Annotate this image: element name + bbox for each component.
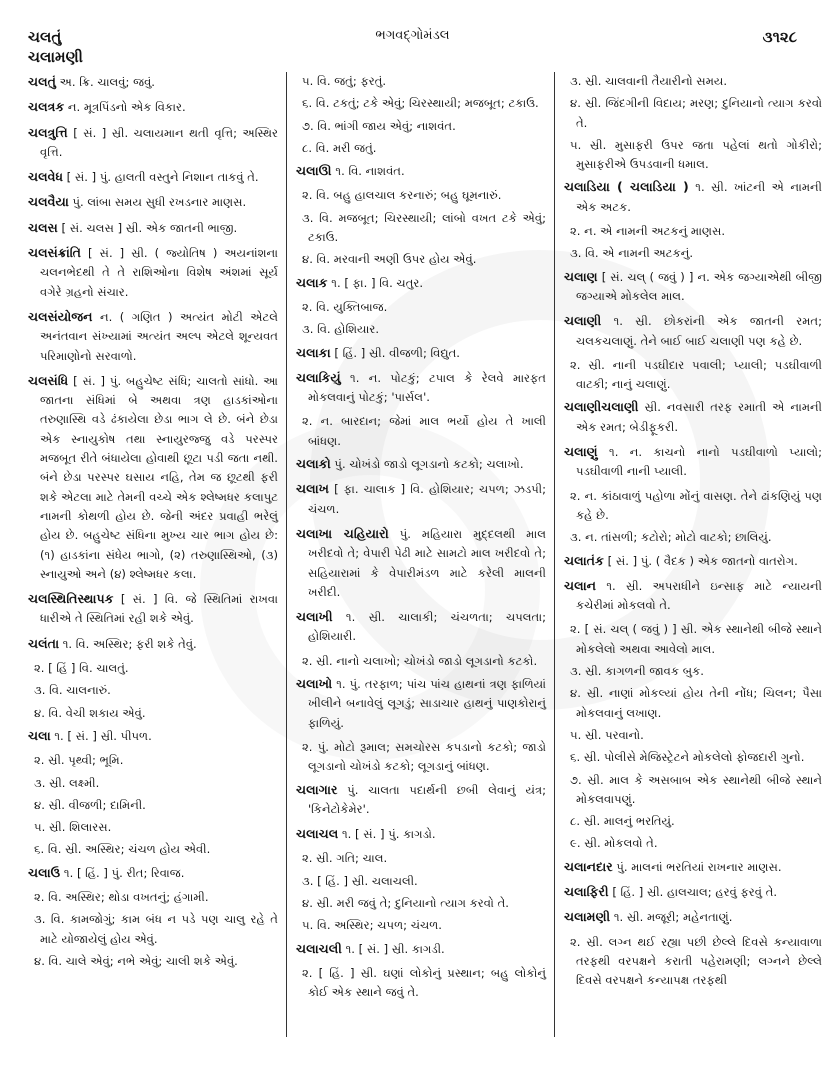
definition-text: ૯. સ્રી. મોકલવો તે. <box>570 836 658 851</box>
entry-sense <box>28 952 278 971</box>
entry-sense <box>564 528 822 547</box>
definition-text: ૫. સ્રી. મુસાફરી ઉપર જતા પહેલાં થતો ગોકીરો; મુસાફરીએ ઉપડવાની ધમાલ. <box>570 137 822 172</box>
entry-sense <box>296 894 546 913</box>
definition-text: [ ફા. ચાલાક ] વિ. હોશિયાર; ચપળ; ઝડપી; ચંચળ. <box>308 482 546 516</box>
entry-sense <box>296 916 546 935</box>
definition-text: ૨. સ્રી. નાની પડઘીદાર પવાલી; પ્યાલી; પડઘીવાળી વાટકી; નાનું ચલાણું. <box>570 357 822 392</box>
dictionary-entry <box>564 551 822 571</box>
definition-text: ૨. ન. એ નામની અટકનું માણસ. <box>570 224 726 239</box>
definition-text: ૪. સ્રી. નાણાં મોકલ્યાં હોય તેની નોંધ; ચિલન; પૈસા મોકલવાનું લખાણ. <box>570 686 822 720</box>
definition-text: ૨. સ્રી. પૃથ્વી; ભૂમિ. <box>34 753 124 768</box>
running-title: ભગવદ્ગોમંડલ <box>375 28 450 43</box>
definition-text: ૧. પું. તરફાળ; પાંચ પાંચ હાથનાં ત્રણ ફાળિયાં ખીલીને બનાવેલું લૂગડું; સાડાચાર હાથનું પાણકોરાનું ફાળિયું. <box>308 677 546 730</box>
headword: ચલાણી <box>564 313 602 329</box>
dictionary-entry <box>296 674 546 733</box>
definition-text: [ સં. ] સ્રી. ( જ્યોતિષ ) અયનાંશના ચલનભેદથી તે તે રાશિઓના વિશેષ અંશમાં સૂર્ય વગેરે ગ્રહનો સંચાર. <box>40 246 278 299</box>
definition-text: ૧. [ સં. ] પું. કાગડો. <box>338 827 436 842</box>
definition-text: ૧. સ્રી. ખાંટની એ નામની એક અટક. <box>576 180 822 214</box>
headword: ચલાણું <box>564 444 598 460</box>
definition-text: ૩. વિ. હોશિયાર. <box>302 322 380 337</box>
headword: ચલાતંક <box>564 552 604 568</box>
definition-text: [ સં. ] સ્રી. ચલાયમાન થતી વૃત્તિ; અસ્થિર વૃત્તિ. <box>40 125 278 159</box>
definition-text: ૭. સ્રી. માલ કે અસબાબ એક સ્થાનેથી બીજે સ્થાને મોકલવાપણું. <box>570 772 822 806</box>
headword: ચલસ <box>28 219 58 235</box>
entry-sense <box>564 771 822 810</box>
column-divider <box>286 72 287 1037</box>
dictionary-entry <box>564 907 822 927</box>
column-3 <box>564 72 822 993</box>
column-2 <box>296 72 546 1005</box>
definition-text: ૮. વિ. મરી જતું. <box>302 140 377 155</box>
dictionary-entry <box>296 607 546 647</box>
dictionary-entry <box>296 273 546 293</box>
definition-text: ૨. [ હિં. ] સ્રી. ઘણાં લોકોનું પ્રસ્થાન; બહુ લોકોનું કોઈ એક સ્થાને જવું તે. <box>302 965 546 1000</box>
headword: ચલંતા <box>28 635 60 651</box>
dictionary-entry <box>296 939 546 959</box>
definition-text: ૩. [ હિં. ] સ્રી. ચલાચલી. <box>302 873 418 888</box>
definition-text: ૨. ન. કાંઠાવાળું પહોળા મોંનું વાસણ. તેને ઢાંકણિયું પણ કહે છે. <box>570 488 822 522</box>
dictionary-entry <box>564 442 822 482</box>
definition-text: [ સં. ] પું. ( વૈદક ) એક જાતનો વાતરોગ. <box>603 553 798 568</box>
headword: ચલાફિરી <box>564 883 609 899</box>
definition-text: ૨. ન. બારદાન; જેમાં માલ ભર્યો હોય તે ખાલી બાંધણ. <box>302 414 546 448</box>
definition-text: ૪. સ્રી. મરી જવું તે; દુનિયાનો ત્યાગ કરવો તે. <box>302 895 509 910</box>
headword: ચલા <box>28 727 51 743</box>
entry-sense <box>564 222 822 241</box>
entry-sense <box>564 487 822 526</box>
dictionary-entry <box>28 218 278 238</box>
definition-text: ૩. સ્રી. લક્ષ્મી. <box>34 775 100 790</box>
dictionary-entry <box>564 397 822 437</box>
definition-text: પું. માલનાં ભરતિયાં રાખનાર માણસ. <box>612 859 782 874</box>
entry-sense <box>28 659 278 678</box>
entry-sense <box>296 849 546 868</box>
dictionary-entry <box>564 576 822 616</box>
headword: ચલાકિયું <box>296 369 341 385</box>
definition-text: ૧. ન. કાચનો નાનો પડઘીવાળો પ્યાલો; પડઘીવાળી નાની પ્યાલી. <box>576 445 822 479</box>
dictionary-entry <box>564 267 822 307</box>
definition-text: ૬. વિ. સ્રી. અસ્થિર; ચંચળ હોય એવી. <box>34 842 211 857</box>
definition-text: ૫. વિ. અસ્થિર; ચપળ; ચંચળ. <box>302 918 442 933</box>
dictionary-entry <box>296 161 546 181</box>
entry-sense <box>296 320 546 339</box>
headword: ચલસંયોજન <box>28 308 93 324</box>
entry-sense <box>28 910 278 949</box>
definition-text: [ સં. ચલ્ ( જવું ) ] ન. એક જગ્યાએથી બીજી જગ્યાએ મોકલેલ માલ. <box>576 269 822 303</box>
headword: ચલાનદાર <box>564 858 613 874</box>
definition-text: [ સં. ] પું. હાલતી વસ્તુને નિશાન તાકવું તે. <box>63 170 259 185</box>
definition-text: ૩. ન. તાંસળી; કટોરો; મોટો વાટકો; છાલિયું. <box>570 530 772 545</box>
entry-sense <box>564 684 822 723</box>
headword: ચલામણી <box>564 909 611 925</box>
entry-sense <box>296 209 546 248</box>
dictionary-entry <box>28 243 278 302</box>
entry-sense <box>564 812 822 831</box>
definition-text: ૨. સ્રી. લગ્ન થઈ રહ્યા પછી છેલ્લે દિવસે કન્યાવાળા તરફથી વરપક્ષને કરાતી પહેરામણી; લગ્નને છેલ્લે દિવસે વરપક્ષને કન્યાપક્ષ તરફથી <box>570 934 822 988</box>
dictionary-entry <box>296 479 546 519</box>
entry-sense <box>296 94 546 113</box>
definition-text: પું. મહિયારા મુદ્દલથી માલ ખરીદવો તે; વેપારી પેઢી માટે સામટો માલ ખરીદવો તે; સહિયારામાં કે વેપારીમંડળ માટે કરેલી માલની ખરીદી. <box>308 526 546 599</box>
dictionary-entry <box>28 72 278 92</box>
dictionary-entry <box>28 123 278 163</box>
entry-sense <box>296 117 546 136</box>
definition-text: ૬. સ્રી. પોલીસે મેજિસ્ટ્રેટને મોકલેલો ફોજદારી ગુનો. <box>570 750 805 765</box>
definition-text: ૧. સ્રી. છોકરાંની એક જાતની રમત; ચલકચલાણું. તેને બાઈ બાઈ ચલાણી પણ કહે છે. <box>576 314 822 348</box>
definition-text: ૫. વિ. જતું; ફરતું. <box>302 74 387 88</box>
entry-sense <box>564 834 822 853</box>
definition-text: સ્રી. નવસારી તરફ રમાતી એ નામની એક રમત; બેડીફૂકરી. <box>576 400 822 434</box>
page-number: ૩૧૨૮ <box>762 28 797 46</box>
entry-sense <box>296 298 546 317</box>
definition-text: પું. ચાલતા પદાર્થની છબી લેવાનું યંત્ર; 'કિનેટોકેમેર'. <box>308 782 546 816</box>
entry-sense <box>296 72 546 91</box>
entry-sense <box>28 840 278 859</box>
headword: ચલાખો <box>296 676 333 692</box>
definition-text: ૧. [ હિં. ] પું. રીત; રિવાજ. <box>60 865 185 880</box>
dictionary-columns <box>28 72 822 1072</box>
definition-text: ૪. સ્રી. વીજળી; દામિની. <box>34 797 146 812</box>
dictionary-entry <box>28 371 278 584</box>
headword: ચલાચલ <box>296 826 339 842</box>
definition-text: [ હિં. ] સ્રી. વીજળી; વિદ્યુત. <box>330 345 460 360</box>
entry-sense <box>28 704 278 723</box>
entry-sense <box>296 872 546 891</box>
definition-text: ૧. સ્રી. મજૂરી; મહેનતાણું. <box>610 910 733 925</box>
definition-text: ૭. વિ. ભાંગી જાય એવું; નાશવંત. <box>302 118 456 133</box>
dictionary-entry <box>564 882 822 902</box>
entry-sense <box>28 774 278 793</box>
definition-text: ૪. સ્રી. જિંદગીની વિદાય; મરણ; દુનિયાનો ત્યાગ કરવો તે. <box>570 96 822 130</box>
headword: ચલત્રક <box>28 99 65 115</box>
dictionary-entry <box>28 97 278 117</box>
entry-sense <box>564 748 822 767</box>
definition-text: ૨. [ સં. ચલ્ ( જવું ) ] સ્રી. એક સ્થાનેથી બીજે સ્થાને મોકલેલો અથવા આવેલો માલ. <box>570 622 822 656</box>
entry-sense <box>28 796 278 815</box>
headword: ચલસંક્રાંતિ <box>28 245 81 261</box>
definition-text: ૪. વિ. મરવાની અણી ઉપર હોય એવું. <box>302 252 477 267</box>
dictionary-entry <box>296 454 546 474</box>
definition-text: [ હિં. ] સ્રી. હાલચાલ; હરવું ફરવું તે. <box>608 884 778 899</box>
definition-text: ૬. વિ. ટકતું; ટકે એવું; ચિરસ્થાયી; મજબૂત; ટકાઉ. <box>302 96 539 111</box>
definition-text: ૧. ન. પોટકું; ટપાલ કે રેલવે મારફત મોકલવાનું પોટકું; 'પાર્સલ'. <box>308 370 546 405</box>
dictionary-entry <box>28 192 278 212</box>
definition-text: ૮. સ્રી. માલનું ભરતિયું. <box>570 814 675 829</box>
entry-sense <box>564 662 822 681</box>
dictionary-entry <box>28 307 278 366</box>
dictionary-entry <box>28 589 278 629</box>
definition-text: ૧. [ સં. ] સ્રી. પીપળ. <box>50 728 152 743</box>
definition-text: ૨. વિ. યુક્તિબાજ. <box>302 299 388 314</box>
definition-text: ૧. વિ. અસ્થિર; ફરી શકે તેવું. <box>59 636 197 651</box>
dictionary-entry <box>296 343 546 363</box>
entry-sense <box>296 652 546 671</box>
definition-text: ૪. વિ. વેચી શકાય એવું. <box>34 705 146 720</box>
headword: ચલાડિયા ( ચલાડિયા ) <box>564 179 689 195</box>
entry-sense <box>28 818 278 837</box>
definition-text: ૩. વિ. મજબૂત; ચિરસ્થાયી; લાંબો વખત ટકે એવું; ટકાઉ. <box>302 210 546 245</box>
headword: ચલાખ <box>296 481 330 497</box>
definition-text: ૨. વિ. અસ્થિર; થોડા વખતનું; હંગામી. <box>34 889 209 904</box>
headword: ચલાન <box>564 577 597 593</box>
definition-text: ન. ( ગણિત ) અત્યંત મોટી એટલે અનંતવાન સંખ્યામાં અત્યંત અલ્પ એટલે શૂન્યવત પરિમાણોનો સરવાળો. <box>40 309 278 363</box>
definition-text: ૩. વિ. ચાલનારું. <box>34 683 111 698</box>
entry-sense <box>564 933 822 991</box>
headword: ચલત્રુત્તિ <box>28 124 68 140</box>
headword: ચલાક <box>296 274 328 290</box>
entry-sense <box>564 136 822 175</box>
definition-text: ન. મૂત્રપિંડનો એક વિકાર. <box>64 100 186 115</box>
dictionary-entry <box>564 311 822 351</box>
definition-text: ૨. વિ. બહુ હાલચાલ કરનારું; બહુ ઘૂમનારું. <box>302 188 502 203</box>
definition-text: પું. ચોખંડો જાડો લૂગડાનો કટકો; ચલાખો. <box>330 457 524 472</box>
headword: ચલવેધ <box>28 169 63 185</box>
definition-text: [ સં. ] વિ. જે સ્થિતિમાં રાખવા ધારીએ તે સ્થિતિમાં રહી શકે એવું. <box>40 592 278 626</box>
headword: ચલસંધિ <box>28 372 69 388</box>
dictionary-entry <box>296 824 546 844</box>
entry-sense <box>296 250 546 269</box>
column-1 <box>28 72 278 974</box>
dictionary-entry <box>296 780 546 820</box>
entry-sense <box>564 72 822 91</box>
definition-text: ૪. વિ. ચાલે એવું; નભે એવું; ચાલી શકે એવું. <box>34 953 238 968</box>
definition-text: અ. ક્રિ. ચાલવું; જવું. <box>55 75 155 89</box>
entry-sense <box>296 139 546 158</box>
headword: ચલાગાર <box>296 781 338 797</box>
dictionary-entry <box>28 726 278 746</box>
definition-text: પું. લાંબા સમય સુધી રખડનાર માણસ. <box>68 195 247 210</box>
guide-word-last: ચલામણી <box>28 48 83 66</box>
definition-text: ૨. પું. મોટો રૂમાલ; સમચોરસ કપડાનો કટકો; જાડો લૂગડાનો ચોખંડો કટકો; લૂગડાનું બાંધણ. <box>302 739 546 774</box>
entry-sense <box>296 412 546 451</box>
definition-text: ૫. સ્રી. પરવાનો. <box>570 727 644 742</box>
definition-text: ૩. સ્રી. કાગળની જાવક બુક. <box>570 664 704 679</box>
headword: ચલાખી <box>296 609 333 625</box>
headword: ચલાણીચલાણી <box>564 399 639 415</box>
headword: ચલાચલી <box>296 940 342 956</box>
definition-text: ૩. સ્રી. ચાલવાની તૈયારીનો સમય. <box>570 74 728 88</box>
entry-sense <box>564 94 822 133</box>
dictionary-entry <box>28 863 278 883</box>
entry-sense <box>564 356 822 395</box>
headword: ચલસ્થિતિસ્થાપક <box>28 591 114 607</box>
definition-text: ૩. વિ. કામજોગું; કામ બંધ ન પડે પણ ચાલુ રહે તે માટે યોજાયેલું હોય એવું. <box>34 912 278 946</box>
dictionary-entry <box>296 368 546 408</box>
entry-sense <box>296 186 546 205</box>
dictionary-entry <box>564 857 822 877</box>
column-divider <box>554 72 555 1037</box>
definition-text: [ સં. ] પું. બહુચેષ્ટ સંધિ; ચાલતો સાંધો. આ જાતના સંધિમાં બે અથવા ત્રણ હાડકાંઓના તરુણાસ્થિ વડે ઢંકાયેલા છેડા ભાગ લે છે. બંને છેડા એક સ્નાયુકોષ તથા સ્નાયુરજ્જુ વડે પરસ્પર મજબૂત રીતે બંધાયેલા હોવાથી છૂટા પડી જતા નથી. બંને છેડા પરસ્પર ઘસાય નહિ, તેમ જ છૂટથી ફરી શકે એટલા માટે તેમની વચ્ચે એક શ્લેષ્મધર કલાપુટ નામની કોથળી હોય છે. જેની અંદર પ્રવાહી ભરેલું હોય છે. બહુચેષ્ટ સંધિના મુખ્ય ચાર ભાગ હોય છે: (૧) હાડકાંના સંધેય ભાગો, (૨) તરુણાસ્થિઓ, (૩) સ્નાયુઓ અને (૪) શ્લેષ્મધર કલા. <box>40 373 278 581</box>
definition-text: ૨. સ્રી. નાનો ચલાખો; ચોખંડો જાડો લૂગડાનો કટકો. <box>302 653 538 668</box>
definition-text: ૫. સ્રી. શિલારસ. <box>34 820 112 835</box>
entry-sense <box>564 726 822 745</box>
headword: ચલવૈયા <box>28 194 69 210</box>
definition-text: ૧. સ્રી. અપરાધીને ઇન્સાફ માટે ન્યાયની કચેરીમાં મોકલવો તે. <box>576 578 822 613</box>
definition-text: ૧. સ્રી. ચાલાકી; ચંચળતા; ચપલતા; હોશિયારી. <box>308 610 546 644</box>
entry-sense <box>28 751 278 770</box>
entry-sense <box>296 964 546 1003</box>
page-header <box>28 28 797 68</box>
headword: ચલતું <box>28 74 56 89</box>
dictionary-entry <box>28 634 278 654</box>
guide-word-first: ચલતું <box>28 28 62 46</box>
definition-text: ૧. [ ફા. ] વિ. ચતુર. <box>327 275 424 290</box>
dictionary-entry <box>564 177 822 217</box>
headword: ચલાખા ચહિયારો <box>296 525 389 541</box>
headword: ચલાઊ <box>296 163 332 179</box>
definition-text: [ સં. ચલસ ] સ્રી. એક જાતની ભાજી. <box>57 220 238 235</box>
entry-sense <box>28 888 278 907</box>
definition-text: ૨. સ્રી. ગતિ; ચાલ. <box>302 851 388 866</box>
headword: ચલાણ <box>564 268 598 284</box>
definition-text: ૧. વિ. નાશવંત. <box>331 164 405 179</box>
headword: ચલાકા <box>296 344 331 360</box>
headword: ચલાઉ <box>28 864 61 880</box>
entry-sense <box>28 681 278 700</box>
entry-sense <box>564 244 822 263</box>
headword: ચલાકો <box>296 456 331 472</box>
definition-text: ૧. [ સં. ] સ્રી. કાગડી. <box>341 941 445 956</box>
entry-sense <box>296 738 546 777</box>
entry-sense <box>564 620 822 659</box>
definition-text: ૩. વિ. એ નામની અટકનું. <box>570 246 694 261</box>
definition-text: ૨. [ હિં ] વિ. ચાલતું. <box>34 661 129 676</box>
dictionary-entry <box>28 167 278 187</box>
dictionary-entry <box>296 524 546 602</box>
